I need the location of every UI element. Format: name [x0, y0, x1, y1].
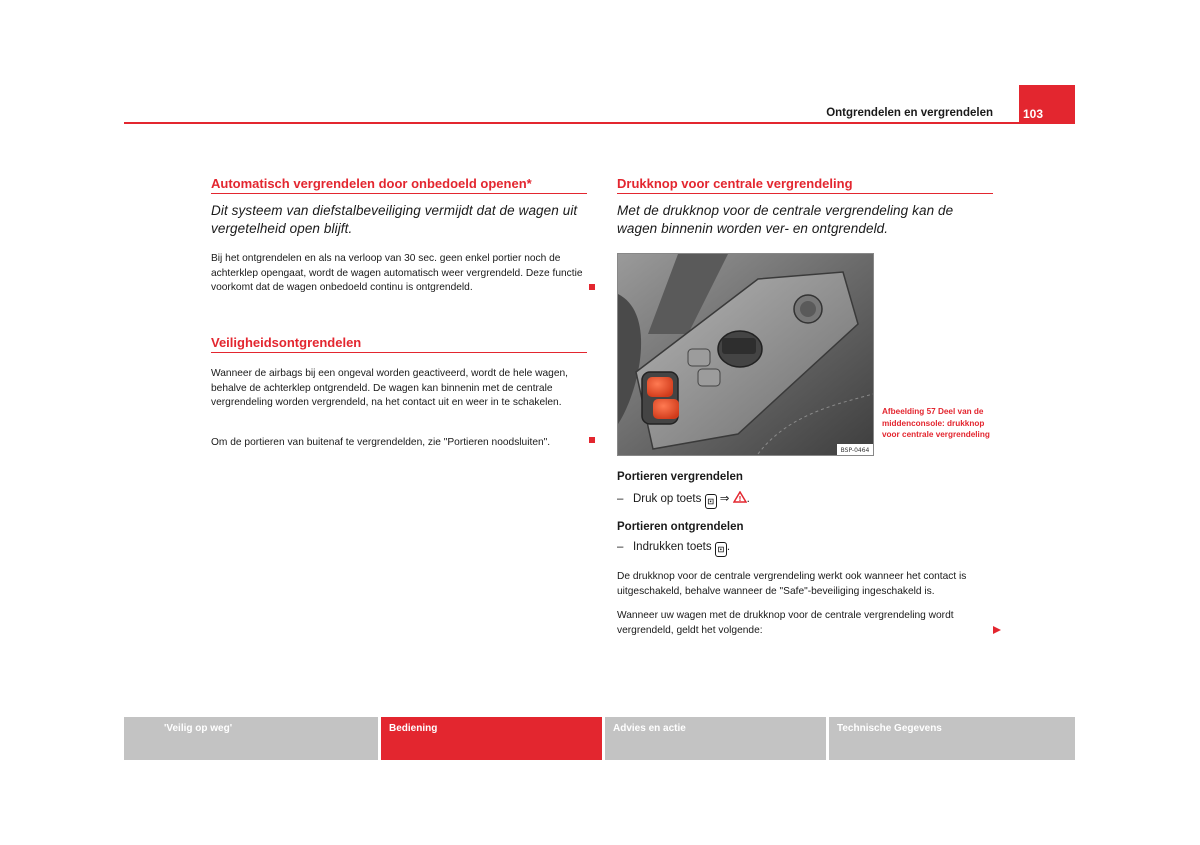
figure-center-console-photo	[617, 253, 874, 456]
header-rule	[124, 122, 1019, 124]
end-of-section-marker	[589, 284, 595, 290]
lock-step-text: Druk op toets	[632, 493, 702, 505]
page-number: 103	[1019, 85, 1075, 124]
central-lock-body-2: Wanneer uw wagen met de drukknop voor de centrale vergrendeling wordt vergrendeld, geldt het volgende:	[617, 610, 954, 636]
figure-code: BSP-0464	[840, 447, 870, 454]
svg-text:!: !	[738, 495, 742, 503]
section-heading-auto-lock: Automatisch vergrendelen door onbedoeld openen*	[211, 176, 587, 194]
center-console-illustration	[618, 254, 873, 455]
lock-key-icon: ⊡	[705, 494, 717, 509]
section-body-safety-unlock: Wanneer de airbags bij een ongeval worden geactiveerd, wordt de hele wagen, behalve de achterklep ontgrendeld. De wagen kan binnenin met de centrale vergrendeling worden vergrendeld, na het contact uit en weer in te schakelen.	[211, 368, 568, 408]
section-body-emergency-lock: Om de portieren van buitenaf te vergrendelden, zie "Portieren noodsluiten".	[211, 437, 551, 448]
unlock-step	[617, 541, 730, 557]
continue-arrow-icon	[993, 626, 1001, 634]
list-dash: –	[617, 541, 633, 553]
lock-step	[617, 491, 750, 509]
arrow-icon: ⇒	[719, 493, 730, 505]
unlock-key-icon: ⊡	[715, 542, 727, 557]
unlock-heading: Portieren ontgrendelen	[617, 521, 744, 533]
period: .	[746, 493, 750, 505]
tab-bediening[interactable]: Bediening	[381, 717, 602, 760]
section-body-auto-lock	[211, 252, 583, 296]
section-lead-central-lock: Met de drukknop voor de centrale vergrendeling kan de wagen binnenin worden ver- en ontgrendeld.	[617, 203, 954, 236]
central-lock-body-1: De drukknop voor de centrale vergrendeling werkt ook wanneer het contact is uitgeschakeld, behalve wanneer de "Safe"-beveiliging ingeschakeld is.	[617, 571, 967, 597]
figure-caption: Afbeelding 57 Deel van de middenconsole: drukknop voor centrale vergrendeling	[882, 407, 990, 439]
lock-heading: Portieren vergrendelen	[617, 471, 743, 483]
section-heading-safety-unlock: Veiligheidsontgrendelen	[211, 335, 587, 353]
period: .	[726, 541, 731, 553]
running-header-title: Ontgrendelen en vergrendelen	[826, 107, 993, 119]
section-lead-auto-lock: Dit systeem van diefstalbeveiliging vermijdt dat de wagen uit vergetelheid open blijft.	[211, 203, 578, 236]
unlock-step-text: Indrukken toets	[632, 541, 712, 553]
warning-triangle-icon	[733, 491, 747, 503]
tab-veilig-op-weg[interactable]: 'Veilig op weg'	[124, 717, 378, 760]
tab-technische-gegevens[interactable]: Technische Gegevens	[829, 717, 1075, 760]
section-heading-central-lock: Drukknop voor centrale vergrendeling	[617, 176, 993, 194]
list-dash: –	[617, 493, 633, 505]
body-text: Bij het ontgrendelen en als na verloop van 30 sec. geen enkel portier noch de achterklep opengaat, wordt de wagen automatisch weer vergrendeld. Deze functie voorkomt dat de wagen onbedoeld continu is ontgrendeld.	[211, 253, 583, 293]
tab-advies-en-actie[interactable]: Advies en actie	[605, 717, 826, 760]
end-of-section-marker	[589, 437, 595, 443]
